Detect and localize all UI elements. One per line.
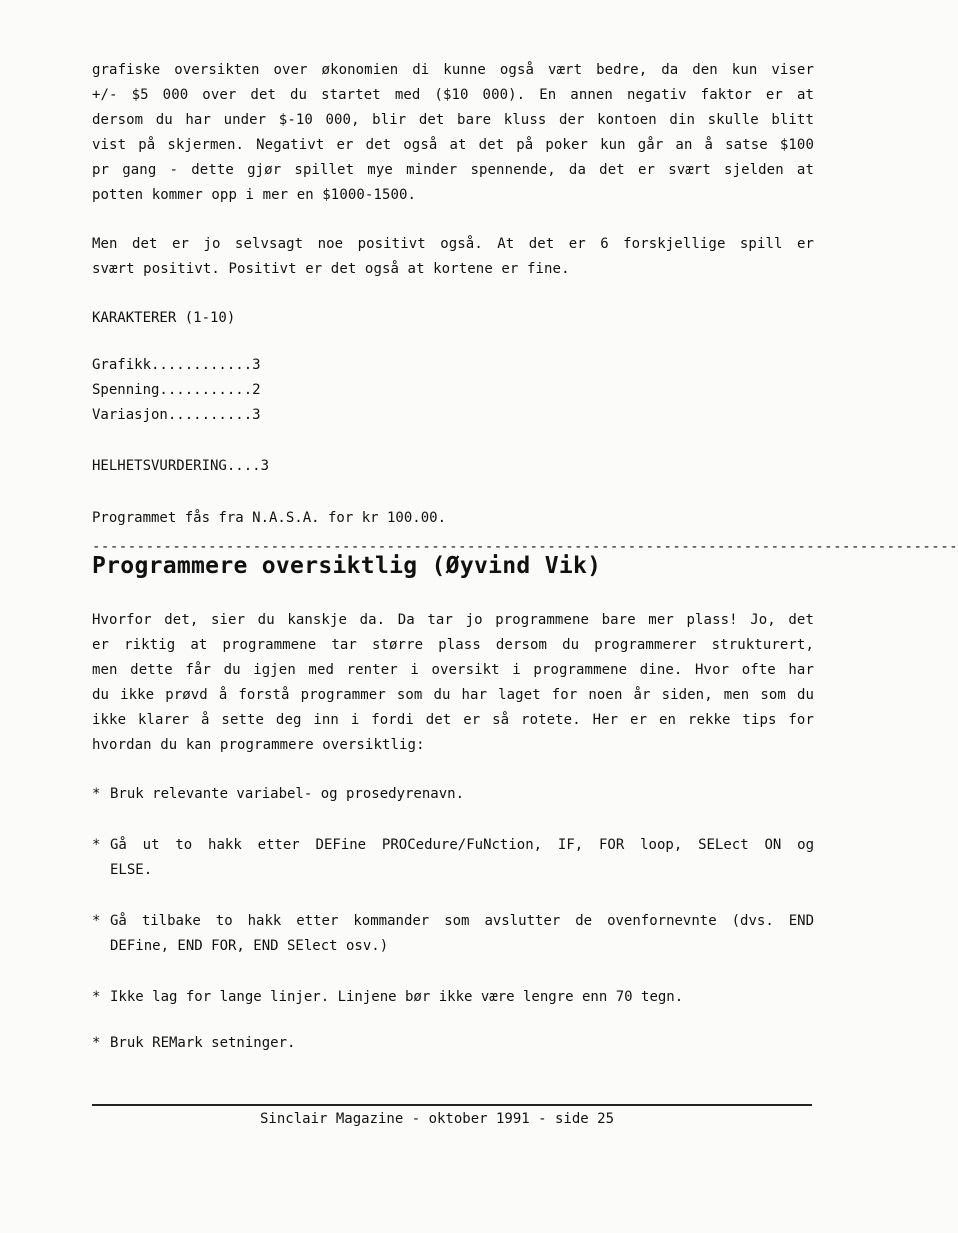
page-footer: Sinclair Magazine - oktober 1991 - side 25 xyxy=(260,1111,615,1127)
ratings-list xyxy=(92,353,814,428)
review-text-line: pr gang - dette gjør spillet mye minder spennende, da det er svært sjelden at xyxy=(92,162,814,178)
review-text-line: dersom du har under $-10 000, blir det bare kluss der kontoen din skulle blitt xyxy=(92,112,814,128)
intro-text-line: Hvorfor det, sier du kanskje da. Da tar jo programmene bare mer plass! Jo, det xyxy=(92,612,814,628)
bullet-marker: * xyxy=(92,786,101,802)
tip-item xyxy=(92,833,814,883)
review-continued-paragraph xyxy=(92,58,814,208)
tip-item xyxy=(92,1031,814,1056)
positive-text-line: Men det er jo selvsagt noe positivt også. At det er 6 forskjellige spill er xyxy=(92,236,814,252)
overall-rating: HELHETSVURDERING....3 xyxy=(92,458,270,474)
intro-paragraph xyxy=(92,608,814,758)
intro-text-line: er riktig at programmene tar større plass dersom du programmerer strukturert, xyxy=(92,637,814,653)
tip-item xyxy=(92,782,814,807)
review-text-line: potten kommer opp i mer en $1000-1500. xyxy=(92,187,417,203)
section-separator: ------------------------------------------------------------------------------------------------- xyxy=(92,539,958,555)
tip-item xyxy=(92,985,814,1010)
rating-item: Grafikk............3 xyxy=(92,357,261,373)
positive-text-line: svært positivt. Positivt er det også at kortene er fine. xyxy=(92,261,570,277)
review-text-line: grafiske oversikten over økonomien di kunne også vært bedre, da den kun viser xyxy=(92,62,814,78)
review-text-line: +/- $5 000 over det du startet med ($10 000). En annen negativ faktor er at xyxy=(92,87,814,103)
bullet-marker: * xyxy=(92,837,101,853)
intro-text-line: men dette får du igjen med renter i oversikt i programmene dine. Hvor ofte har xyxy=(92,662,814,678)
tip-text-line: Ikke lag for lange linjer. Linjene bør ikke være lengre enn 70 tegn. xyxy=(110,989,684,1005)
footer-rule xyxy=(92,1104,812,1106)
article-title: Programmere oversiktlig (Øyvind Vik) xyxy=(92,553,602,579)
positive-paragraph xyxy=(92,232,814,282)
tip-text-line: Bruk REMark setninger. xyxy=(110,1035,296,1051)
availability-note: Programmet fås fra N.A.S.A. for kr 100.00. xyxy=(92,510,447,526)
rating-item: Variasjon..........3 xyxy=(92,407,261,423)
tip-text-line: Gå tilbake to hakk etter kommander som avslutter de ovenfornevnte (dvs. END xyxy=(110,913,814,929)
bullet-marker: * xyxy=(92,913,101,929)
rating-item: Spenning...........2 xyxy=(92,382,261,398)
tip-text-line: Bruk relevante variabel- og prosedyrenavn. xyxy=(110,786,465,802)
intro-text-line: hvordan du kan programmere oversiktlig: xyxy=(92,737,425,753)
tip-text-line: Gå ut to hakk etter DEFine PROCedure/FuNction, IF, FOR loop, SELect ON og xyxy=(110,837,814,853)
review-text-line: vist på skjermen. Negativt er det også at det på poker kun går an å satse $100 xyxy=(92,137,814,153)
tip-text-line: DEFine, END FOR, END SElect osv.) xyxy=(110,938,389,954)
bullet-marker: * xyxy=(92,1035,101,1051)
intro-text-line: du ikke prøvd å forstå programmer som du har laget for noen år siden, men som du xyxy=(92,687,814,703)
bullet-marker: * xyxy=(92,989,101,1005)
tip-item xyxy=(92,909,814,959)
tip-text-line: ELSE. xyxy=(110,862,153,878)
ratings-title: KARAKTERER (1-10) xyxy=(92,310,236,326)
intro-text-line: ikke klarer å sette deg inn i fordi det er så rotete. Her er en rekke tips for xyxy=(92,712,814,728)
